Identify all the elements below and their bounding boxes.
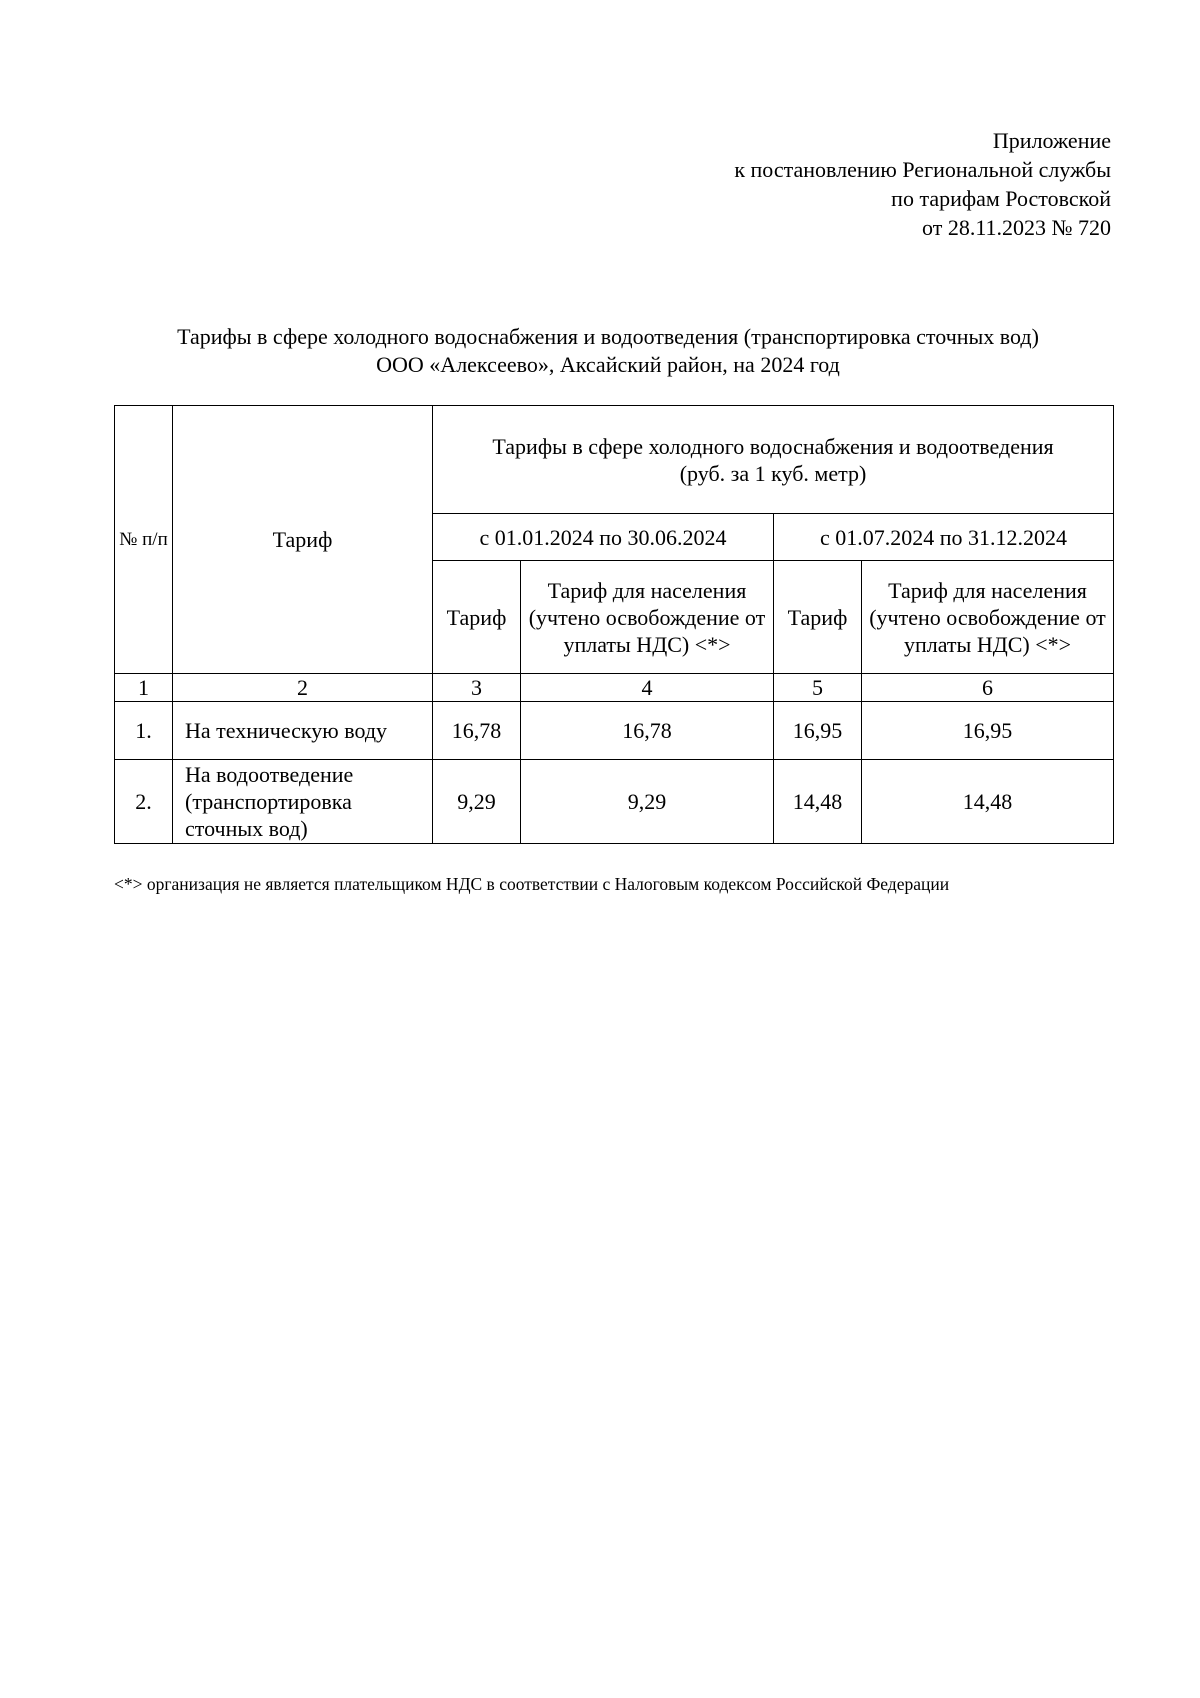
title-line: ООО «Алексеево», Аксайский район, на 2024 год — [376, 352, 840, 377]
row-value: 16,78 — [521, 702, 774, 760]
footnote: <*> организация не является плательщиком НДС в соответствии с Налоговым кодексом Российской Федерации — [114, 874, 950, 894]
column-number: 6 — [862, 674, 1114, 702]
document-title — [115, 323, 1101, 379]
column-number-row — [115, 674, 1114, 702]
appendix-line: от 28.11.2023 № 720 — [922, 215, 1111, 240]
appendix-line: по тарифам Ростовской — [891, 186, 1111, 211]
row-number: 1. — [115, 702, 173, 760]
subheader-population-tariff: Тариф для населения (учтено освобождение от уплаты НДС) <*> — [862, 561, 1114, 674]
subheader-tariff: Тариф — [774, 561, 862, 674]
appendix-line: Приложение — [992, 128, 1111, 153]
row-value: 16,95 — [774, 702, 862, 760]
column-number: 4 — [521, 674, 774, 702]
column-header-number: № п/п — [115, 406, 173, 674]
group-header — [433, 406, 1114, 514]
row-tariff-name: На техническую воду — [173, 702, 433, 760]
row-value: 14,48 — [862, 760, 1114, 844]
row-number: 2. — [115, 760, 173, 844]
appendix-line: к постановлению Региональной службы — [734, 157, 1111, 182]
title-line: Тарифы в сфере холодного водоснабжения и водоотведения (транспортировка сточных вод) — [177, 324, 1039, 349]
row-value: 9,29 — [433, 760, 521, 844]
table-row — [115, 702, 1114, 760]
row-value: 16,78 — [433, 702, 521, 760]
column-number: 2 — [173, 674, 433, 702]
row-value: 16,95 — [862, 702, 1114, 760]
group-header-line: Тарифы в сфере холодного водоснабжения и водоотведения — [492, 433, 1054, 459]
column-number: 3 — [433, 674, 521, 702]
column-header-tariff: Тариф — [173, 406, 433, 674]
subheader-population-tariff: Тариф для населения (учтено освобождение от уплаты НДС) <*> — [521, 561, 774, 674]
table-row — [115, 760, 1114, 844]
column-number: 5 — [774, 674, 862, 702]
row-tariff-name: На водоотведение (транспортировка сточных вод) — [173, 760, 433, 844]
subheader-tariff: Тариф — [433, 561, 521, 674]
column-number: 1 — [115, 674, 173, 702]
period-header-1: с 01.01.2024 по 30.06.2024 — [433, 514, 774, 561]
row-value: 9,29 — [521, 760, 774, 844]
group-header-line: (руб. за 1 куб. метр) — [679, 460, 867, 486]
appendix-header — [734, 126, 1111, 242]
tariff-table — [114, 405, 1114, 844]
period-header-2: с 01.07.2024 по 31.12.2024 — [774, 514, 1114, 561]
row-value: 14,48 — [774, 760, 862, 844]
